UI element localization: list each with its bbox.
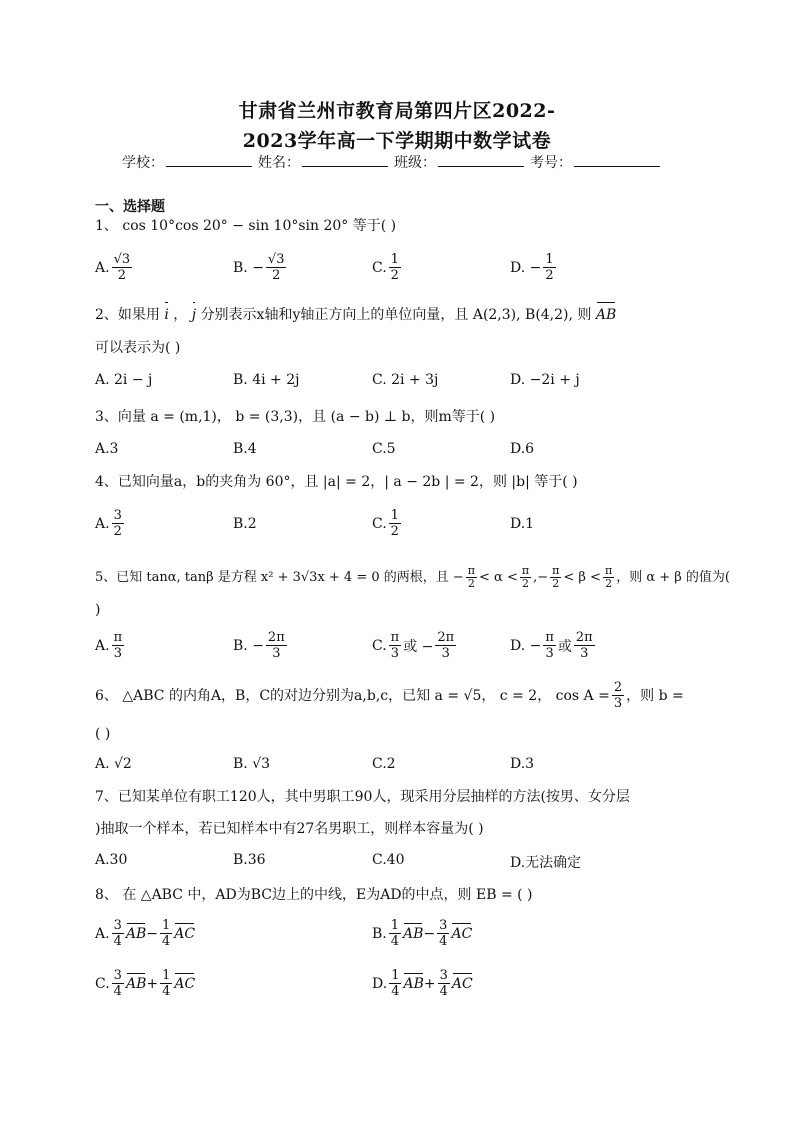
numerator: π — [521, 564, 530, 577]
q3-option-b[interactable]: B.4 — [233, 441, 257, 457]
id-label: 考号： — [530, 155, 572, 171]
numerator: 1 — [161, 918, 171, 933]
q8-stem: 8、 在 △ABC 中，AD为BC边上的中线，E为AD的中点，则 EB = ( ) — [95, 887, 533, 903]
denominator: 2 — [117, 268, 126, 283]
numerator: 1 — [545, 252, 554, 267]
q7-stem-line2: )抽取一个样本，若已知样本中有27名男职工，则样本容量为( ) — [95, 821, 484, 837]
q8-option-c[interactable] — [95, 968, 195, 999]
ineq-separator: ,− — [533, 569, 549, 585]
numerator: 1 — [390, 252, 399, 267]
ineq-part: < α < — [479, 569, 518, 585]
exam-title-line2: 2023学年高一下学期期中数学试卷 — [242, 130, 552, 152]
school-blank[interactable] — [166, 152, 252, 167]
q3-option-c[interactable]: C.5 — [372, 441, 396, 457]
q4-option-a[interactable] — [95, 508, 126, 539]
numerator: π — [113, 630, 123, 645]
fraction — [112, 508, 124, 539]
id-blank[interactable] — [574, 152, 660, 167]
fraction — [438, 968, 450, 999]
fraction — [266, 630, 287, 661]
denominator: 3 — [441, 646, 450, 661]
q4-a-label: A. — [95, 515, 110, 532]
fraction — [266, 252, 287, 283]
q7-option-c[interactable]: C.40 — [372, 852, 405, 868]
q2-stem-a: 2、如果用 — [95, 307, 160, 323]
q6-option-b[interactable]: B. √3 — [233, 756, 271, 772]
q1-option-d[interactable] — [510, 252, 558, 283]
denominator: 3 — [580, 646, 589, 661]
numerator: √3 — [113, 252, 131, 267]
denominator: 4 — [439, 984, 448, 999]
denominator: 2 — [605, 577, 613, 590]
numerator: 3 — [439, 968, 448, 983]
denominator: 2 — [390, 524, 399, 539]
vector-ac: AC — [451, 975, 473, 992]
denominator: 3 — [390, 646, 400, 661]
q2-option-c[interactable]: C. 2i + 3j — [372, 372, 439, 388]
operator: + — [423, 975, 436, 992]
q8-c-label: C. — [95, 975, 110, 992]
fraction — [160, 918, 172, 949]
vector-ab: AB — [403, 925, 424, 942]
fraction — [574, 630, 595, 661]
ineq-part: < β < — [563, 569, 601, 585]
q5-c-or: 或 − — [403, 638, 434, 655]
denominator: 3 — [613, 696, 623, 711]
vector-ab: AB — [595, 307, 617, 323]
fraction — [603, 565, 614, 590]
fraction — [112, 918, 124, 949]
numerator: 1 — [390, 918, 400, 933]
numerator: √3 — [267, 252, 285, 267]
q1-option-c[interactable] — [372, 252, 403, 283]
q1-a-label: A. — [95, 259, 110, 276]
q5-stem-a: 5、已知 tanα, tanβ 是方程 x² + 3√3x + 4 = 0 的两根，且 − — [95, 569, 464, 585]
q8-d-label: D. — [372, 975, 388, 992]
numerator: 3 — [113, 968, 122, 983]
denominator: 4 — [391, 984, 400, 999]
operator: − — [146, 925, 158, 942]
exam-title-line1: 甘肃省兰州市教育局第四片区2022- — [238, 100, 556, 122]
q5-d-label: D. − — [510, 637, 542, 654]
q1-stem: 1、 cos 10°cos 20° − sin 10°sin 20° 等于( ) — [95, 218, 397, 234]
denominator: 3 — [545, 646, 554, 661]
numerator: 2π — [437, 630, 455, 645]
denominator: 4 — [113, 934, 122, 949]
q5-b-label: B. − — [233, 637, 264, 654]
denominator: 4 — [390, 934, 400, 949]
q2-option-b[interactable]: B. 4i + 2j — [233, 372, 300, 388]
school-label: 学校： — [122, 155, 164, 171]
numerator: π — [545, 630, 554, 645]
denominator: 2 — [113, 524, 122, 539]
q2-stem-line1: 2、如果用 i ， j 分别表示x轴和y轴正方向上的单位向量，且 A(2,3), B(4,2), 则 AB — [95, 307, 617, 323]
denominator: 2 — [521, 577, 529, 590]
student-info-row — [122, 152, 666, 172]
numerator: 2π — [267, 630, 285, 645]
q4-c-label: C. — [372, 515, 387, 532]
q8-b-label: B. — [372, 925, 387, 942]
operator: − — [423, 925, 436, 942]
q2-option-d[interactable]: D. −2i + j — [510, 372, 580, 388]
denominator: 2 — [272, 268, 281, 283]
numerator: 2π — [575, 630, 593, 645]
class-label: 班级： — [394, 155, 436, 171]
fraction — [160, 968, 172, 999]
q2-stem-c: A(2,3), B(4,2), 则 — [472, 307, 592, 323]
fraction — [550, 565, 561, 590]
q5-option-d[interactable] — [510, 630, 597, 661]
fraction — [543, 630, 556, 661]
q5-option-a[interactable] — [95, 630, 126, 661]
q4-stem: 4、已知向量a，b的夹角为 60°，且 |a| = 2，| a − 2b | = 2，则 |b| 等于( ) — [95, 474, 578, 490]
unit-vector-i: i — [164, 307, 169, 323]
fraction — [466, 565, 477, 590]
q2-stem-line2: 可以表示为( ) — [95, 340, 181, 356]
q1-option-a[interactable] — [95, 252, 134, 283]
fraction — [612, 680, 624, 711]
fraction — [112, 968, 124, 999]
q6-stem-a: 6、 △ABC 的内角A，B，C的对边分别为a,b,c，已知 a = √5， c = 2， cos A = — [95, 687, 610, 704]
numerator: 3 — [113, 508, 122, 523]
q4-option-d[interactable]: D.1 — [510, 516, 535, 532]
q7-option-a[interactable]: A.30 — [95, 852, 128, 868]
denominator: 4 — [439, 934, 448, 949]
q8-a-label: A. — [95, 925, 110, 942]
q6-stem-line1 — [95, 680, 684, 711]
q1-d-label: D. − — [510, 259, 542, 276]
vector-ab: AB — [125, 925, 147, 942]
denominator: 4 — [162, 984, 171, 999]
fraction — [543, 252, 555, 283]
numerator: 3 — [439, 918, 448, 933]
numerator: 1 — [162, 968, 171, 983]
q6-stem-line2: ( ) — [95, 726, 111, 742]
numerator: 1 — [390, 508, 399, 523]
vector-ab: AB — [403, 975, 424, 992]
q8-option-a[interactable] — [95, 918, 195, 949]
operator: + — [146, 975, 159, 992]
fraction — [520, 565, 531, 590]
q7-stem-line1: 7、已知某单位有职工120人，其中男职工90人，现采用分层抽样的方法(按男、女分层 — [95, 789, 630, 805]
fraction — [435, 630, 456, 661]
q5-option-c[interactable] — [372, 630, 458, 661]
q2-stem-b: 分别表示x轴和y轴正方向上的单位向量，且 — [200, 307, 469, 323]
denominator: 3 — [272, 646, 281, 661]
vector-ac: AC — [451, 925, 473, 942]
fraction — [389, 968, 401, 999]
q5-d-or: 或 — [557, 638, 572, 655]
q5-stem-b: ，则 α + β 的值为( — [616, 569, 730, 585]
q5-a-label: A. — [95, 637, 110, 654]
fraction — [112, 252, 133, 283]
fraction — [437, 918, 449, 949]
fraction — [389, 918, 401, 949]
numerator: 2 — [613, 680, 623, 695]
q1-b-label: B. − — [233, 259, 264, 276]
vector-ac: AC — [174, 925, 196, 942]
q8-option-d[interactable] — [372, 968, 473, 999]
denominator: 4 — [113, 984, 122, 999]
q6-option-c[interactable]: C.2 — [372, 756, 396, 772]
numerator: π — [390, 630, 400, 645]
q5-stem-line1 — [95, 565, 730, 590]
q4-option-b[interactable]: B.2 — [233, 516, 257, 532]
denominator: 2 — [545, 268, 554, 283]
q7-option-b[interactable]: B.36 — [233, 852, 266, 868]
denominator: 2 — [390, 268, 399, 283]
q3-option-a[interactable]: A.3 — [95, 441, 119, 457]
vector-ac: AC — [174, 975, 196, 992]
q5-option-b[interactable] — [233, 630, 289, 661]
q6-option-a[interactable]: A. √2 — [95, 756, 132, 772]
fraction — [112, 630, 125, 661]
denominator: 3 — [113, 646, 122, 661]
denominator: 2 — [552, 577, 560, 590]
denominator: 4 — [161, 934, 171, 949]
q8-option-b[interactable] — [372, 918, 472, 949]
numerator: 3 — [113, 918, 122, 933]
fraction — [389, 630, 402, 661]
vector-ab: AB — [125, 975, 147, 992]
q5-c-label: C. — [372, 637, 387, 654]
q5-stem-line2: ) — [95, 602, 101, 618]
class-blank[interactable] — [438, 152, 524, 167]
q4-option-c[interactable] — [372, 508, 403, 539]
section-heading: 一、选择题 — [95, 199, 165, 215]
q3-option-d[interactable]: D.6 — [510, 441, 535, 457]
q7-option-d[interactable]: D.无法确定 — [510, 855, 582, 871]
name-blank[interactable] — [302, 152, 388, 167]
q6-option-d[interactable]: D.3 — [510, 756, 535, 772]
numerator: 1 — [391, 968, 400, 983]
fraction — [389, 252, 401, 283]
fraction — [389, 508, 401, 539]
q3-stem: 3、向量 a = (m,1)， b = (3,3)，且 (a − b) ⊥ b，则m等于( ) — [95, 409, 496, 425]
numerator: π — [467, 564, 476, 577]
numerator: π — [552, 564, 560, 577]
q1-c-label: C. — [372, 259, 387, 276]
q2-option-a[interactable]: A. 2i − j — [95, 372, 153, 388]
numerator: π — [604, 564, 613, 577]
denominator: 2 — [467, 577, 475, 590]
q1-option-b[interactable] — [233, 252, 288, 283]
q6-stem-b: ，则 b = — [626, 687, 684, 704]
unit-vector-j: j — [191, 307, 197, 323]
name-label: 姓名： — [258, 155, 300, 171]
